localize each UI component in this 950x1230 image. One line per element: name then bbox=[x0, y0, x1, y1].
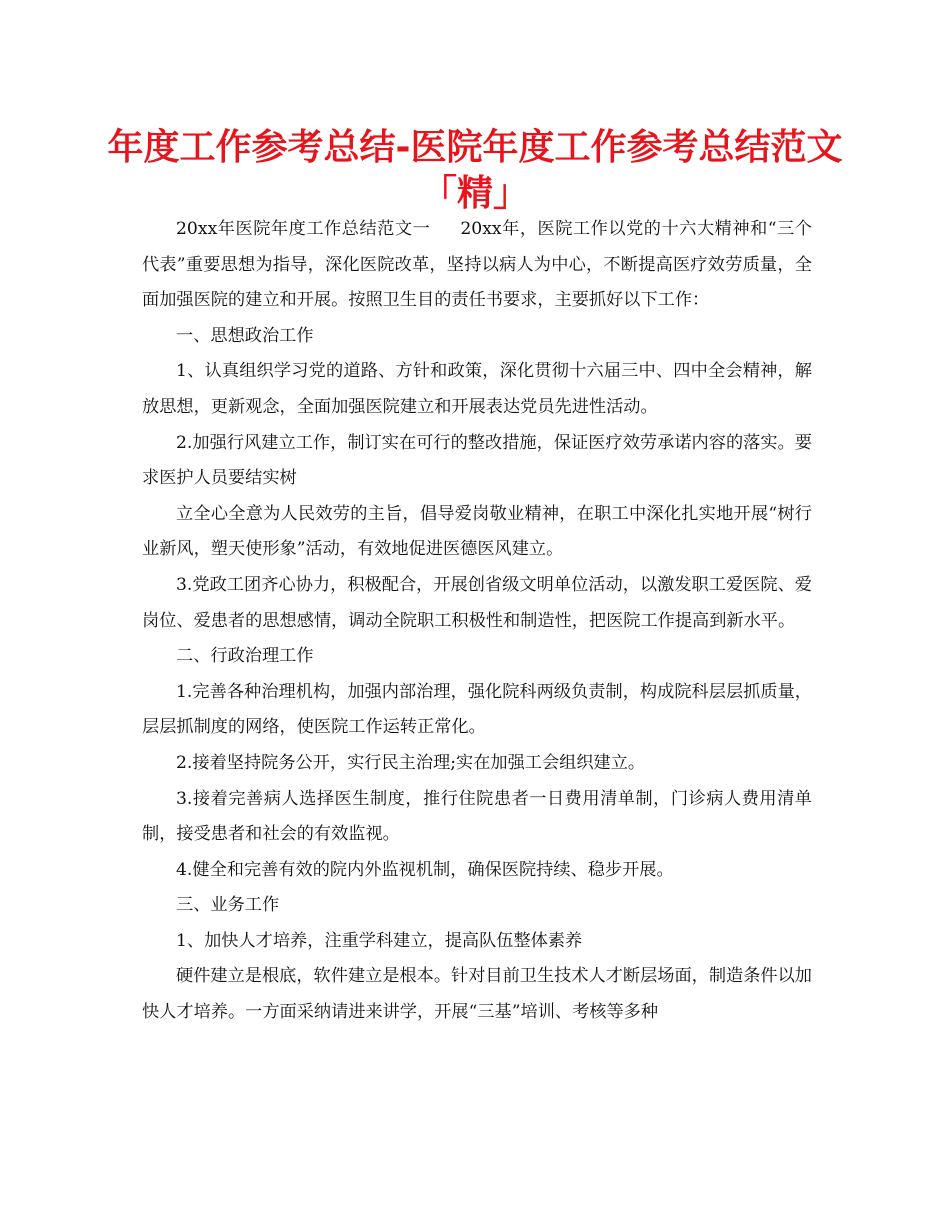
paragraph-intro-text: 20xx年，医院工作以党的十六大精神和“三个代表”重要思想为指导，深化医院改革，坚持以病人为中心，不断提高医疗效劳质量，全面加强医院的建立和开展。按照卫生目的责任书要求，主要抓好以下工作： bbox=[142, 219, 812, 311]
document-title-line-1: 年度工作参考总结-医院年度工作参考总结范文 bbox=[107, 127, 843, 168]
section-heading-1: 一、思想政治工作 bbox=[176, 325, 314, 346]
paragraph-intro-heading: 20xx年医院年度工作总结范文一 bbox=[176, 219, 431, 239]
paragraph: 4.健全和完善有效的院内外监视机制，确保医院持续、稳步开展。 bbox=[176, 859, 674, 880]
paragraph: 硬件建立是根底，软件建立是根本。针对目前卫生技术人才断层场面，制造条件以加快人才培养。一方面采纳请进来讲学，开展“三基”培训、考核等多种 bbox=[142, 966, 812, 1023]
paragraph-intro bbox=[142, 212, 812, 319]
paragraph: 2.加强行风建立工作，制订实在可行的整改措施，保证医疗效劳承诺内容的落实。要求医护人员要结实树 bbox=[142, 432, 812, 489]
subsection-heading: 1、加快人才培养，注重学科建立，提高队伍整体素养 bbox=[176, 930, 583, 951]
paragraph: 立全心全意为人民效劳的主旨，倡导爱岗敬业精神，在职工中深化扎实地开展“树行业新风，塑天使形象”活动，有效地促进医德医风建立。 bbox=[142, 503, 812, 560]
document-title-line-2: 「精」 bbox=[420, 173, 529, 214]
paragraph: 1、认真组织学习党的道路、方针和政策，深化贯彻十六届三中、四中全会精神，解放思想，更新观念，全面加强医院建立和开展表达党员先进性活动。 bbox=[142, 361, 812, 417]
paragraph: 3.接着完善病人选择医生制度，推行住院患者一日费用清单制，门诊病人费用清单制，接受患者和社会的有效监视。 bbox=[142, 788, 812, 845]
section-heading-3: 三、业务工作 bbox=[176, 895, 280, 916]
document-body bbox=[142, 212, 812, 1031]
paragraph: 2.接着坚持院务公开，实行民主治理;实在加强工会组织建立。 bbox=[176, 752, 646, 773]
section-heading-2: 二、行政治理工作 bbox=[176, 646, 314, 667]
paragraph: 3.党政工团齐心协力，积极配合，开展创省级文明单位活动，以激发职工爱医院、爱岗位、爱患者的思想感情，调动全院职工积极性和制造性，把医院工作提高到新水平。 bbox=[142, 574, 812, 631]
paragraph: 1.完善各种治理机构，加强内部治理，强化院科两级负责制，构成院科层层抓质量，层层抓制度的网络，使医院工作运转正常化。 bbox=[142, 681, 812, 738]
